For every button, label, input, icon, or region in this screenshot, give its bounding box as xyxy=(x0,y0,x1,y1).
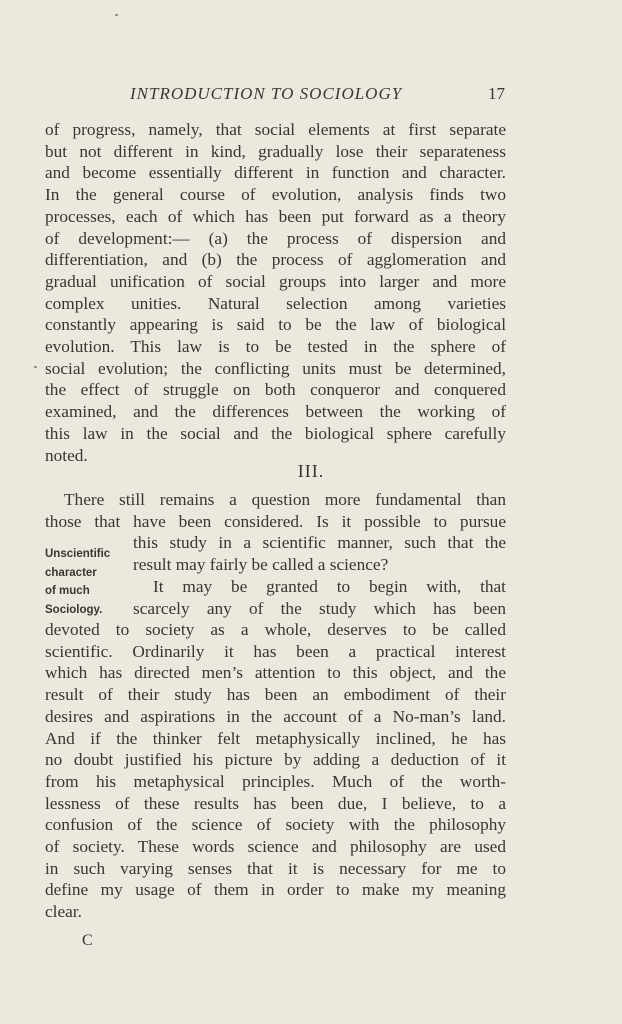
text-line: devoted to society as a whole, deserves to be called xyxy=(45,620,506,639)
text-line: of progress, namely, that social elements at first separate xyxy=(45,120,506,139)
text-line: It may be granted to begin with, that xyxy=(153,577,506,596)
text-line: lessness of these results has been due, I believe, to a xyxy=(45,793,506,813)
sidenote-line: character xyxy=(45,566,97,579)
text-line: from his metaphysical principles. Much of the worth- xyxy=(45,771,506,791)
paragraph-3 xyxy=(45,619,506,923)
text-line: examined, and the differences between the working of xyxy=(45,402,506,422)
paragraph-2-intro xyxy=(45,489,506,532)
text-line: of society. These words science and philosophy are used xyxy=(45,837,506,857)
text-line: gradual unification of social groups into larger and more xyxy=(45,271,506,291)
text-line: clear. xyxy=(45,902,82,922)
text-line: evolution. This law is to be tested in the sphere of xyxy=(45,337,506,357)
text-line: but not different in kind, gradually lose their separateness xyxy=(45,141,506,161)
text-line: this law in the social and the biological sphere carefully xyxy=(45,423,506,443)
sidenote-line: of much xyxy=(45,585,90,597)
text-line: result may fairly be called a science? xyxy=(133,554,389,574)
text-line: confusion of the science of society with the philosophy xyxy=(45,815,506,835)
text-line: And if the thinker felt metaphysically inclined, he has xyxy=(45,728,506,748)
text-line: complex unities. Natural selection among varieties xyxy=(45,293,506,313)
text-line: differentiation, and (b) the process of agglomeration and xyxy=(45,250,506,270)
paragraph-1 xyxy=(45,119,506,466)
section-number: III. xyxy=(297,461,325,481)
text-line: the effect of struggle on both conqueror and conquered xyxy=(45,380,506,400)
running-head-title: INTRODUCTION TO SOCIOLOGY xyxy=(130,84,403,103)
running-head xyxy=(130,84,505,104)
text-line: noted. xyxy=(45,445,88,465)
text-line: social evolution; the conflicting units must be determined, xyxy=(45,358,506,378)
text-line: no doubt justified his picture by adding a deduction of it xyxy=(45,750,506,770)
signature-mark: C xyxy=(82,932,93,949)
text-line: In the general course of evolution, analysis finds two xyxy=(45,185,506,205)
page-number: 17 xyxy=(488,84,505,103)
text-line: those that have been considered. Is it possible to pursue xyxy=(45,511,506,531)
sidenote-line: Sociology. xyxy=(45,603,103,616)
text-line: There still remains a question more fundamental than xyxy=(64,490,506,509)
text-line: scientific. Ordinarily it has been a practical interest xyxy=(45,641,506,661)
margin-sidenote xyxy=(45,545,135,619)
paragraph-2-continued xyxy=(133,532,506,575)
text-line: define my usage of them in order to make my meaning xyxy=(45,880,506,900)
text-line: processes, each of which has been put forward as a theory xyxy=(45,206,506,226)
sidenote-line: Unscientific xyxy=(45,548,111,560)
paragraph-3-indented xyxy=(133,576,506,619)
text-line: constantly appearing is said to be the law of biological xyxy=(45,315,506,335)
text-line: and become essentially different in function and character. xyxy=(45,163,506,183)
text-line: result of their study has been an embodiment of their xyxy=(45,685,506,705)
text-line: this study in a scientific manner, such that the xyxy=(133,533,506,552)
paper-speck xyxy=(34,366,37,368)
text-line: desires and aspirations in the account of a No-man’s land. xyxy=(45,706,506,726)
text-line: which has directed men’s attention to this object, and the xyxy=(45,663,506,683)
text-line: scarcely any of the study which has been xyxy=(133,598,506,618)
text-line: of development:— (a) the process of dispersion and xyxy=(45,228,506,248)
text-line: in such varying senses that it is necessary for me to xyxy=(45,858,506,878)
paper-speck xyxy=(115,14,118,16)
